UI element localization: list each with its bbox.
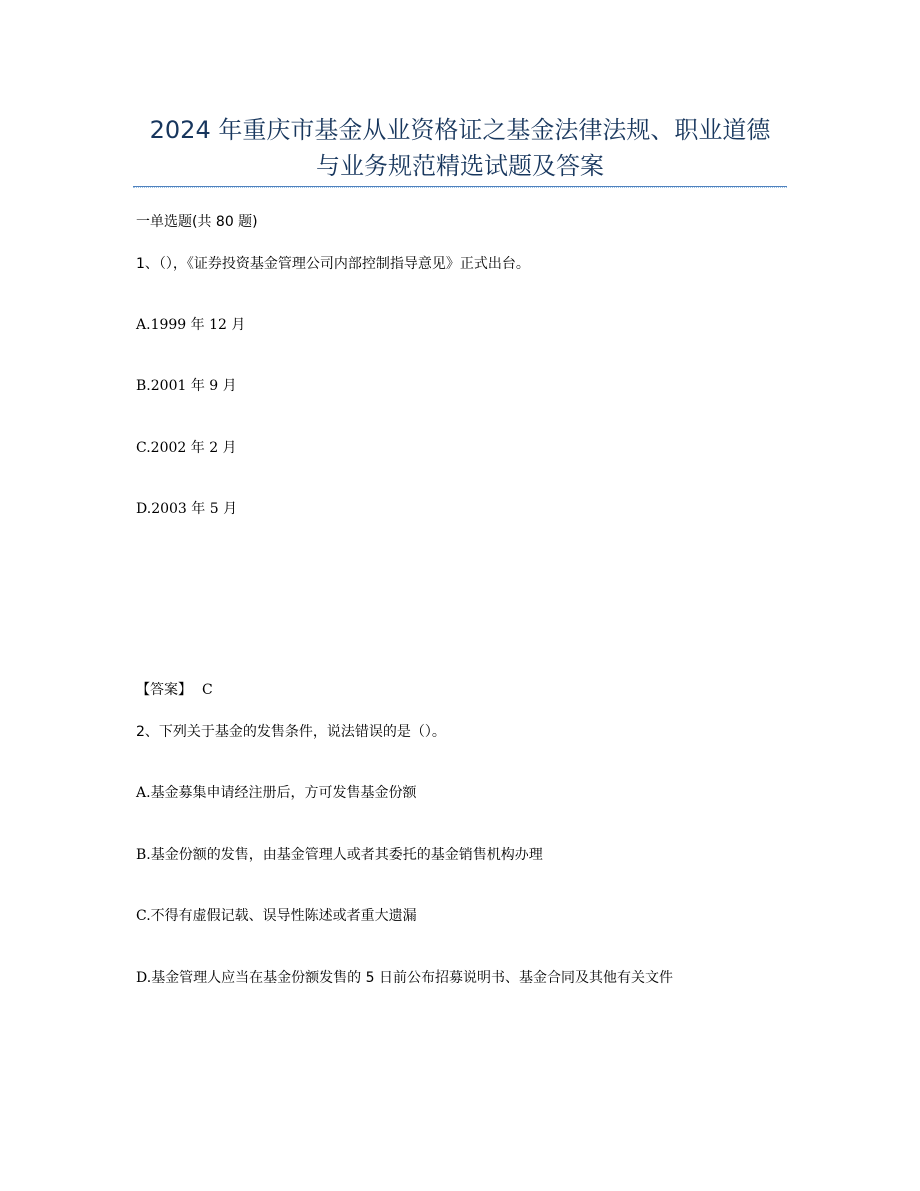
question-2-option-c	[136, 906, 417, 926]
option-letter: B.	[136, 847, 151, 863]
option-text: 基金份额的发售，由基金管理人或者其委托的基金销售机构办理	[150, 847, 543, 863]
question-1-answer	[136, 680, 213, 700]
question-1-option-d	[136, 499, 237, 519]
option-letter: D.	[136, 501, 152, 517]
question-1-stem: 1、（），《证券投资基金管理公司内部控制指导意见》正式出台。	[136, 256, 530, 272]
question-2-stem: 2、下列关于基金的发售条件，说法错误的是（）。	[136, 724, 446, 740]
option-text: 1999 年 12 月	[150, 317, 246, 333]
option-letter: A.	[136, 317, 151, 333]
question-1-option-b	[136, 376, 237, 396]
section-heading: 一单选题(共 80 题)	[136, 214, 258, 230]
option-letter: C.	[136, 440, 151, 456]
answer-label: 【答案】	[136, 682, 192, 698]
title-line-1: 2024 年重庆市基金从业资格证之基金法律法规、职业道德	[149, 116, 771, 144]
option-text: 2003 年 5 月	[151, 501, 238, 517]
option-text: 不得有虚假记载、误导性陈述或者重大遗漏	[150, 908, 417, 924]
option-text: 2001 年 9 月	[150, 378, 237, 394]
question-1-option-a	[136, 315, 245, 335]
question-2-option-b	[136, 845, 543, 865]
answer-value: C	[202, 682, 213, 698]
option-letter: C.	[136, 908, 151, 924]
option-text: 基金管理人应当在基金份额发售的 5 日前公布招募说明书、基金合同及其他有关文件	[151, 970, 673, 986]
title-line-2: 与业务规范精选试题及答案	[316, 152, 604, 180]
option-text: 基金募集申请经注册后，方可发售基金份额	[150, 785, 417, 801]
document-title	[133, 112, 787, 184]
question-1-option-c	[136, 438, 237, 458]
option-text: 2002 年 2 月	[150, 440, 237, 456]
option-letter: A.	[136, 785, 151, 801]
title-divider	[133, 186, 787, 188]
question-2-option-a	[136, 783, 417, 803]
option-letter: D.	[136, 970, 152, 986]
option-letter: B.	[136, 378, 151, 394]
question-2-option-d	[136, 968, 673, 988]
